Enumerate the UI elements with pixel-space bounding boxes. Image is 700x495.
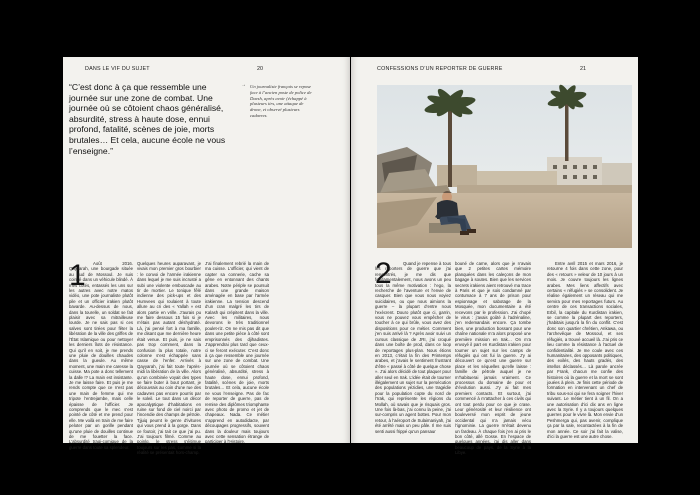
body-column-1: Août 2016. Qayyarah, une bourgade située au sud de Mossoul. Je suis coincé dans un véhicule blindé. À mes côtés, entassés les uns sur les autres avec notre matos vidéo, une pote journaliste plutôt pile et un officier irakien plutôt bavarde. Au-dessus de nous, dans la tourelle, un soldat se fait plaisir avec sa mitrailleuse lourde. Je ne sais pas si ces salves sont tirées pour fêter la libération de la ville des griffes de l’État Islamique ou pour nettoyer les derniers îlots de résistance. Qui qu’il en soit, je me prends une pluie de douilles chaudes dans la gueule. Au même moment, une main me caresse la cuisse. Ma pote a donc tellement la dalle !? La main est insistante. Je me laisse faire. Et puis je me rends compte que ce n’est pas une main de femme qui me tripote l’entrejambe, mais celle épaisse de l’officier. Je comprends que le mec s’est pointé de côté et me prend pour elle. Me voilà en train de me faire peloter par un gorille pendant qu’une pluie de douilles continue de me fouetter la face. L’absurdité tragi-comique de la guerre dans toute sa splendeur. [69,261,133,450]
page-number-left: 20 [257,66,263,72]
pull-quote: “C’est donc à ça que ressemble une journée sur une zone de combat. Une journée où se côtoient chaos généralisé, absurdité, stress à haute dose, ennui profond, fatalité, scènes de joie, morts brutales… Et cela, aucune école ne vous l’enseigne.” [69,82,226,156]
body-column-1: Quand je repense à tous les reporters de guerre que j’ai rencontrés, je me dis que fondamentalement, nous avons un peu tous la même motivation : l’ego, la recherche de l’aventure et l’envie de casquer. Bien que vous nous voyiez suicidaires, ou que nous aimions la guerre – la plupart d’entre nous l’exècrent. Douro plutôt que ci, garrin, vous ne pouvez vous empêcher de toucher à ce qui brûle, vous avez des dispositions pour ce métier. Comment j’en suis arrivé là ? Après avoir suivi un cursus classique de JRI, j’ai croqué dans une boîte de prod, dans ce loop de reportages plus-plan. Nous étions en 2013, c’était la fin des Printemps arabes, et j’avais le sentiment frustrant d’être « passé à côté de quelque chose ». J’ai alors décidé de tout plaquer pour aller seul en Irak. L’idée était de tourner illégalement un sujet sur la persécution des populations yézidies, une tragédie pour la population copte du nord de l’Irak, qui représente les régions du Mollah, où savais que je risquais gros. Une fois là-bas, j’ai connu la peine, j’ai sur-compris un agent bottes. Pour mon retour, à l’aéroport de Sulaimaniyah, j’ai été arrêté mais un peu pâle. Il me suis senti aussi frippé qu’un pansaur [375,261,451,434]
photo-caption [241,83,316,119]
war-reporter-photo [377,85,632,248]
left-page [63,57,350,456]
arrow-right-icon: → [241,83,246,88]
photo-caption-text: Un journaliste français se repose face à l’ancien poste de police de Daesh, après avoir (échappé à plusieurs tirs, une attaque de drone, et observé plusieurs cadavres. [250,84,312,118]
chapter-number: 1 [69,259,86,292]
body-column-2: Quelques heures auparavant, je vivais mon premier gros bourbier : le convoi de l’armée irakienne dans lequel je me suis incrusté a subi une violente embuscade au tir de mortier. Le tonique fêlé indienne des pick-ups et des Humvees qui roulaient à toute allure au cri des « Yallah » est alors partie en vrille. J’aurais pu me faire dessous 15 fois si je n’étais pas autant déshydraté. Là, j’ai pensé fort à ma famille, me disant que me dernière heure était venue. Et puis, je ne sais pas trop comment, dans la confusion la plus totale, notre colonne s’est échappée sans casse de l’enfer. Arrivés à Qayyarah, j’ai fait toute l’après-midi la libération de la ville. Alors qu’un combinée voyait des types se faire buter à bout portant, je découvrais au coin d’une rue des cadavres pas encore pourris par le soleil. Le tout dans un décor apocalyptique d’habitations en ruine sur fond de ciel noirci par l’incendie des champs de pétrole. Tjjuiq peurnt le genre d’ivitures qui vous prend à la gorge. Dans ce foutoir, j’ai tait ce que j’ai pu. J’ai toujours filmé. Comme au poinlg, le stress s’éitimue toujours sur les pas, comme si la réalité se présentait hors-champ. [137,261,201,456]
body-column-3: Entre avril 2015 et mars 2016, je retourne 4 fois dans cette zone, pour des « retours » veleur de 10 jours à un mois. Je couvre toujours les lignes arabes. Mes liens affectifs avec certains « réfugiés » se consolident. Je réalise également un réseau qui me servira pour mes reportages futurs. Au centre de ces transactions sociales, Erbil, la capitale du Kurdistan irakien, se comme la plupart des reporters, j’habitais jusqu’à la fin du conflit. C’est donc son quartier chrétien, Ankawa, ou l’archevêque de Mossoul, et ses réfugiés, a trouvé accueil là. J’ai pris ce lieu comme la résistance à l’actuel de confidentialité. Je me coule avec ces humanitaires, des opposants politiques, des exilés, des hauts gradés, des intellos déclassés… Là parole ancrée par Frank, chacun me confie des histoires où la guerre et la mort se sont jouées à plein. Je finis cette période de formation en intervenant un chef de tribu sous-soi qui se fera soigner l’hiver suivant. Le métier tient à un fil. On a une autorisation d’ici dix ans en ligne avec la Syrie. Il y a toujours quelques guerres pour le vivre là. Mon envie d’un Peshmerga qui, pas avenir, complique ça par la sale, recontactées à la fin de mon année. Ce soir j’ai fait la valise, d’ici la guerre est une autre chose. [547,261,623,439]
right-page [351,57,638,456]
running-head-right: CONFESSIONS D’UN REPORTER DE GUERRE [377,66,503,72]
chapter-number: 2 [375,257,392,290]
page-number-right: 21 [580,66,586,72]
photo-illustration [377,85,632,248]
body-column-3: J’ai finalement rebrié la main de ma cuisse. L’officier, qui vient de capter sa connerie, cache sa gêne en entonnant des chants arabes. Notre périple se poursuit dans une grande maison aménagée en base par l’armée irakienne. La tension descend d’un cran malgré les tirs de Kalash qui crépitent dans la ville. Avec les militaires, nous devorons le très traditionnel poulet-riz. On ne mis pas dit que dans une petite pièce à côté sont emprisonnés des djihadistes. J’apprendrai plus tard que ceux-ci se feront exécuter. C’est donc à ça que ressemble une journée sur une zone de combat. Une journée où se côtoient chaos généralisé, absurdité, stress à haute dose, ennui profond, fatalité, scènes de joie, morts brutales… Et cela, aucune école ne vous l’enseigne. Pas de fac de reporter de guerre, pas de remise des diplômes triomphante avec photo de promo et jet de chapeaux. Nada. Ce métier s’apprend en autodidacte, par découpages progressifs, souvent dans la douleur mais toujours avec cette sensation étrange de participer à l’Histoire. [205,261,269,445]
running-head-left: DANS LE VIF DU SUJET [85,66,150,72]
body-column-2: bouné de carne, alors que je n’avais que 2 petites cartes mémoire planquées dans les caleçons de mon bagage à soutes. Bien que les services secrets irakiens aient retrouvé ma trace à Paris et que je sois condamné par contumace à 7 ans de prison pour espionnage et sabotage de la Mosquée, mon documentaire a été recevons par le profession. J’ai chopé le virus : j’avais goûté à l’adrénaline, j’en redemandais encore. Ça tombe bien, une production bossant pour une chaîne nationale m’a alors proposé une première mission en Irak… On m’a envoyé il part en Kurdistan irakien pour tourner un sujet sur les camps de réfugiés qui ont fui la guerre. J’y ai découvert ce qu’est une guerre sur place et les séquelles qu’elle laisse : famille de pétrole auquel je ne m’habituerai jamais vraiment. Ce processus du domaine de pour et d’évolution aussi. J’y ai fait mes premiers contacts. Et surtout, j’ai commencé à m’attacher à ces civils qui ont tout perdu pour ce que je crase. Leur générosité et leur résilience ont bouleversé mon esprit de jeune occidental qui n’a jamais vécu l’ignominie. La guerre m’était devenu un fardeau. À chaque fois j’en ai pris le bon côté, allé Gosse. En l’espace de quelques années, j’ai dis aller dans beaucoup de pays, de la Syrie à la Libye. [455,261,531,456]
